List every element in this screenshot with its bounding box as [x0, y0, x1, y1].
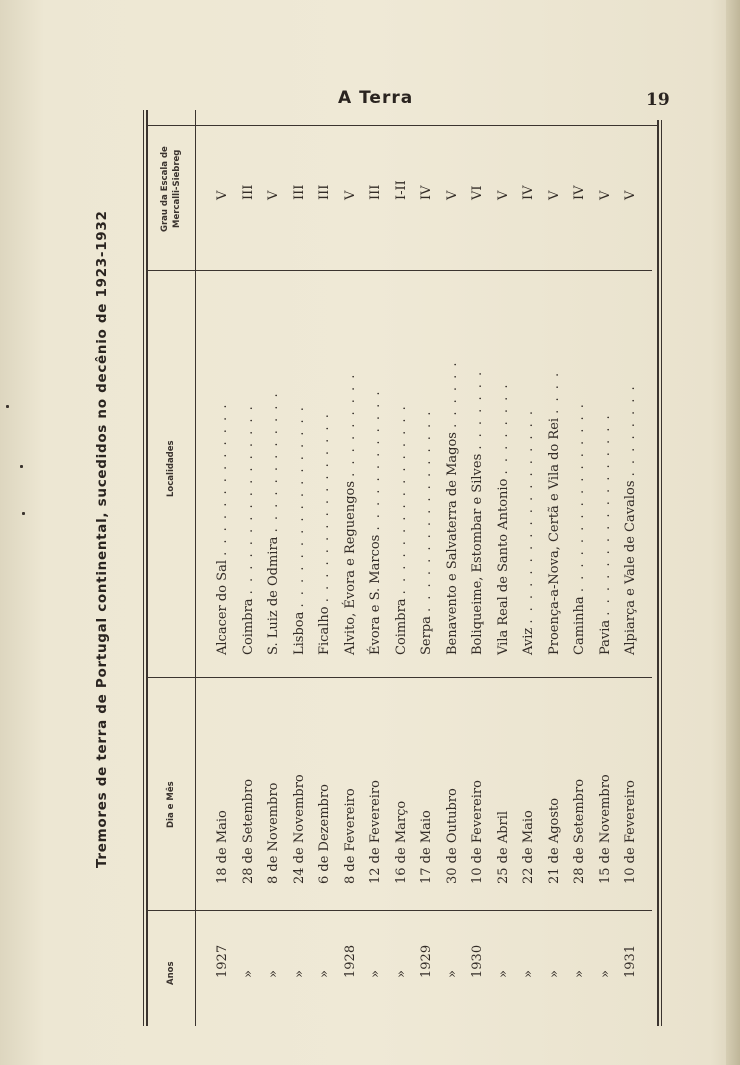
leader-dots: . . . . . . . . .: [342, 372, 358, 477]
cell-date: 15 de Novembro: [597, 774, 613, 884]
cell-date: 12 de Fevereiro: [368, 780, 383, 884]
cell-degree: V: [215, 190, 230, 200]
place-name: S. Luiz de Odmira: [266, 536, 281, 655]
cell-place: [446, 360, 459, 655]
margin-mark: [6, 405, 9, 408]
place-name: Boliqueime, Estombar e Silves: [470, 453, 485, 655]
cell-place: [395, 404, 408, 655]
cell-place: [573, 402, 586, 655]
leader-dots: . . . . . . . . . . . . . . . . . .: [521, 409, 536, 624]
leader-dots: . . . . . .: [444, 360, 460, 428]
cell-year: »: [240, 970, 256, 978]
cell-year: »: [546, 970, 562, 978]
cell-degree: V: [495, 190, 511, 200]
leader-dots: . . . . . . . . . . . . . . . . .: [597, 413, 613, 616]
cell-year: 1928: [342, 944, 358, 978]
cell-year: »: [368, 970, 383, 978]
place-name: Vila Real de Santo Antonio: [495, 478, 511, 655]
header-separator: [195, 110, 196, 1026]
table-title: Tremores de terra de Portugal continental, sucedidos no decênio de 1923-1932: [94, 210, 110, 868]
cell-year: 1929: [419, 944, 434, 978]
cell-place: [599, 413, 612, 655]
cell-year: »: [444, 970, 460, 978]
cell-year: »: [317, 970, 332, 978]
cell-year: »: [572, 970, 587, 978]
leader-dots: . . . . . . . . . . . . . . . .: [393, 404, 409, 595]
cell-date: 16 de Março: [393, 800, 409, 884]
cell-year: »: [597, 970, 613, 978]
place-name: Alvito, Évora e Reguengos: [342, 480, 358, 655]
cell-date: 6 de Dezembro: [317, 784, 332, 884]
cell-degree: I-II: [393, 180, 409, 200]
leader-dots: . . . . . . . . . . . .: [368, 389, 383, 531]
cell-degree: IV: [521, 185, 536, 200]
cell-date: 8 de Novembro: [266, 782, 281, 884]
column-header-year: Anos: [166, 961, 176, 985]
column-header-degree-line2: Mercalli-Siebreg: [172, 149, 182, 228]
place-name: Pavia: [597, 619, 613, 655]
place-name: Aviz: [521, 627, 536, 655]
column-separator-degree: [148, 270, 652, 271]
column-separator-date: [148, 910, 652, 911]
cell-degree: V: [597, 190, 613, 200]
cell-year: »: [521, 970, 536, 978]
place-name: Alcacer do Sal: [215, 560, 230, 655]
leader-dots: . . . . . . . . . . . . . . . . .: [419, 409, 434, 612]
cell-degree: IV: [572, 185, 587, 200]
cell-date: 28 de Setembro: [572, 778, 587, 884]
cell-date: 24 de Novembro: [291, 774, 307, 884]
cell-place: [369, 389, 382, 655]
place-name: Serpa: [419, 616, 434, 655]
table-frame-left: [146, 110, 148, 1026]
table-top-rule: [148, 125, 658, 126]
place-name: Alpiarça e Vale de Cavalos: [623, 480, 638, 655]
cell-degree: III: [240, 184, 256, 200]
cell-place: [624, 384, 637, 655]
place-name: Benavento e Salvaterra de Magos: [444, 432, 460, 655]
cell-date: 25 de Abril: [495, 810, 511, 884]
cell-degree: III: [317, 184, 332, 200]
cell-place: [318, 412, 331, 655]
place-name: Ficalho: [317, 606, 332, 655]
cell-place: [522, 409, 535, 655]
cell-place: [344, 373, 357, 655]
cell-place: [471, 370, 484, 655]
cell-date: 8 de Fevereiro: [342, 788, 358, 884]
place-name: Coimbra: [240, 598, 256, 655]
cell-date: 10 de Fevereiro: [623, 780, 638, 884]
cell-place: [497, 382, 510, 655]
column-separator-place: [148, 677, 652, 678]
column-header-place: Localidades: [166, 440, 176, 497]
cell-date: 10 de Fevereiro: [470, 780, 485, 884]
cell-place: [420, 410, 433, 655]
place-name: Évora e S. Marcos: [368, 534, 383, 655]
place-name: Proença-a-Nova, Certã e Vila do Rei: [546, 417, 562, 655]
leader-dots: . . . . . . . . . . . . . . . .: [240, 404, 256, 595]
place-name: Caminha: [572, 596, 587, 655]
place-name: Lisboa: [291, 611, 307, 655]
cell-year: 1930: [470, 944, 485, 978]
leader-dots: . . . . . . . . . . . . . . . .: [317, 412, 332, 603]
cell-date: 30 de Outubro: [444, 788, 460, 884]
page-number: 19: [646, 90, 670, 110]
cell-year: »: [495, 970, 511, 978]
cell-date: 17 de Maio: [419, 810, 434, 884]
leader-dots: . . . . . . . . . . . .: [266, 391, 281, 533]
cell-degree: IV: [419, 185, 434, 200]
leader-dots: . . . . . . . .: [495, 382, 511, 475]
leader-dots: . . . . . . . . . . . . . . . .: [572, 402, 587, 593]
cell-date: 18 de Maio: [215, 810, 230, 884]
cell-year: 1931: [623, 944, 638, 978]
cell-degree: III: [291, 184, 307, 200]
cell-degree: V: [444, 190, 460, 200]
cell-place: [242, 404, 255, 655]
cell-degree: III: [368, 184, 383, 200]
margin-mark: [22, 512, 25, 515]
cell-place: [267, 391, 280, 655]
cell-date: 21 de Agosto: [546, 797, 562, 884]
cell-place: [293, 405, 306, 655]
leader-dots: . . . . . . . .: [623, 384, 638, 477]
cell-date: 22 de Maio: [521, 810, 536, 884]
cell-year: »: [291, 970, 307, 978]
cell-degree: V: [623, 190, 638, 200]
cell-degree: V: [266, 190, 281, 200]
cell-year: »: [266, 970, 281, 978]
leader-dots: . . . .: [546, 370, 562, 414]
column-header-date: Dia e Mês: [166, 781, 176, 828]
place-name: Coimbra: [393, 598, 409, 655]
cell-place: [548, 371, 561, 655]
running-header: A Terra: [338, 88, 414, 108]
leader-dots: . . . . . . . . . . . . . . . . .: [291, 405, 307, 608]
cell-year: 1927: [215, 944, 230, 978]
leader-dots: . . . . . . .: [470, 369, 485, 450]
cell-place: [216, 403, 229, 655]
table-frame-right-outer: [661, 120, 662, 1026]
table-frame-right: [657, 120, 659, 1026]
table-frame-left-inner: [143, 110, 144, 1026]
leader-dots: . . . . . . . . . . . . .: [215, 402, 230, 556]
cell-degree: V: [342, 190, 358, 200]
cell-degree: V: [546, 190, 562, 200]
column-header-degree-line1: Grau da Escala de: [160, 146, 170, 232]
margin-mark: [20, 465, 23, 468]
cell-date: 28 de Setembro: [240, 778, 256, 884]
cell-degree: VI: [470, 185, 485, 200]
cell-year: »: [393, 970, 409, 978]
